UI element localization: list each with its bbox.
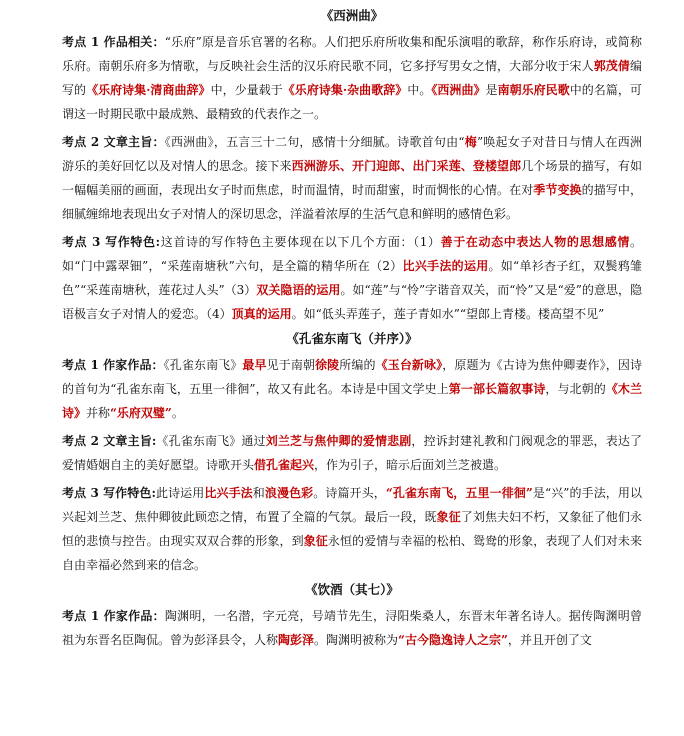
body-text: 是 [485, 83, 498, 97]
highlighted-text: 《木兰诗》 [62, 382, 642, 420]
body-text: ，原题为《古诗为焦仲卿妻作》，因诗的首句为“孔雀东南飞，五里一徘徊”，故又有此名。本诗是中国文学史上 [62, 358, 642, 396]
body-text: ，并且开创了文 [507, 633, 592, 647]
body-text: 永恒的爱情与幸福的松柏、鸳鸯的形象，表现了人们对未来自由幸福必然到来的信念。 [62, 534, 642, 572]
exam-point-label: 考点 3 写作特色: [62, 235, 161, 249]
body-text: 所编的 [339, 358, 376, 372]
body-text: 见于南朝 [266, 358, 316, 372]
exam-point-paragraph [62, 130, 642, 226]
exam-point-paragraph [62, 604, 642, 652]
body-text: 是“兴”的手法，用以兴起刘兰芝、焦仲卿彼此顾恋之情，布置了全篇的气氛。最后一段，既 [62, 486, 642, 524]
highlighted-text: 双关隐语的运用 [256, 283, 341, 297]
highlighted-text: 比兴手法 [204, 486, 253, 500]
highlighted-text: 南朝乐府民歌 [497, 83, 570, 97]
body-text: “乐府”原是音乐官署的名称。人们把乐府所收集和配乐演唱的歌辞，称作乐府诗，或简称乐府。南朝乐府多为情歌，与反映社会生活的汉乐府民歌不同，它多抒写男女之情，大部分收于宋人 [62, 35, 642, 73]
section-title: 《孔雀东南飞（并序）》 [286, 331, 418, 346]
body-text: ”唤起女子对昔日与情人在西洲游乐的美好回忆以及对情人的思念。接下来 [62, 135, 642, 173]
highlighted-text: 季节变换 [533, 183, 582, 197]
highlighted-text: 徐陵 [315, 358, 340, 372]
section-title: 《西洲曲》 [320, 8, 384, 23]
highlighted-text: 比兴手法的运用 [402, 259, 489, 273]
exam-point-paragraph [62, 429, 642, 477]
body-text: 。如“门中露翠钿”，“采莲南塘秋”六句，是全篇的精华所在（2） [62, 235, 642, 273]
highlighted-text: 陶彭泽 [278, 633, 315, 647]
highlighted-text: 象征 [436, 510, 461, 524]
exam-point-label: 考点 2 文章主旨: [62, 434, 157, 448]
body-text: ，控诉封建礼教和门阀观念的罪恶，表达了爱情婚姻自主的美好愿望。诗歌开头 [62, 434, 642, 472]
highlighted-text: 最早 [242, 358, 267, 372]
exam-point-label: 考点 1 作家作品： [62, 358, 164, 372]
highlighted-text: 梅 [464, 135, 477, 149]
highlighted-text: 郭茂倩 [593, 59, 630, 73]
body-text: 中的名篇，可谓这一时期民歌中最成熟、最精致的代表作之一。 [62, 83, 642, 121]
highlighted-text: 浪漫色彩 [264, 486, 314, 500]
highlighted-text: 善于在动态中表达人物的思想感情 [440, 235, 630, 249]
highlighted-text: 第一部长篇叙事诗 [448, 382, 546, 396]
body-text: 这首诗的写作特色主要体现在以下几个方面：（1） [160, 235, 441, 249]
exam-point-label: 考点 2 文章主旨： [62, 135, 165, 149]
body-text: 。如“单衫杏子红，双鬓鸦雏色”“采莲南塘秋，莲花过人头”（3） [62, 259, 642, 297]
body-text: 编写的 [62, 59, 642, 97]
body-text: 中。 [407, 83, 432, 97]
highlighted-text: “孔雀东南飞，五里一徘徊” [385, 486, 533, 500]
exam-point-label: 考点 1 作家作品： [62, 609, 165, 623]
highlighted-text: 《乐府诗集·清商曲辞》 [86, 83, 211, 97]
highlighted-text: 象征 [303, 534, 328, 548]
highlighted-text: 顶真的运用 [231, 307, 292, 321]
exam-point-label: 考点 3 写作特色: [62, 486, 156, 500]
body-text: 《孔雀东南飞》 [163, 358, 243, 372]
body-text: 中，少量载于 [210, 83, 283, 97]
exam-point-label: 考点 1 作品相关： [62, 35, 165, 49]
body-text: 的描写中，细腻缠绵地表现出女子对情人的深切思念，洋溢着浓厚的生活气息和鲜明的感情色彩。 [62, 183, 642, 221]
body-text: 几个场景的描写，有如一幅幅美丽的画面，表现出女子时而焦虑，时而温情，时而甜蜜，时而惆怅的心情。在对 [62, 159, 642, 197]
body-text: 此诗运用 [155, 486, 205, 500]
body-text: ，作为引子，暗示后面刘兰芝被遣。 [314, 458, 507, 472]
highlighted-text: 西洲游乐、开门迎郎、出门采莲、登楼望郎 [291, 159, 522, 173]
section-title: 《饮酒（其七）》 [305, 582, 399, 597]
exam-point-paragraph [62, 353, 642, 425]
body-text: 。诗篇开头， [313, 486, 386, 500]
highlighted-text: 刘兰芝与焦仲卿的爱情悲剧 [265, 434, 412, 448]
body-text: 。如“低头弄莲子，莲子青如水”“望郎上青楼。楼高望不见” [291, 307, 605, 321]
body-text: 和 [252, 486, 265, 500]
highlighted-text: “古今隐逸诗人之宗” [398, 633, 508, 647]
exam-point-paragraph [62, 30, 642, 126]
highlighted-text: “乐府双璧” [110, 406, 172, 420]
body-text: 《孔雀东南飞》通过 [156, 434, 266, 448]
highlighted-text: 《乐府诗集·杂曲歌辞》 [282, 83, 408, 97]
body-text: 并称 [86, 406, 111, 420]
exam-point-paragraph [62, 230, 642, 326]
highlighted-text: 《玉台新咏》 [375, 358, 443, 372]
body-text: 了刘焦夫妇不朽，又象征了他们永恒的悲愤与控告。由现实双双合葬的形象，到 [62, 510, 642, 548]
body-text: ，与北朝的 [545, 382, 606, 396]
body-text: 。如“莲”与“怜”字谐音双关，而“怜”又是“爱”的意思，隐语极言女子对情人的爱恋。（4） [62, 283, 642, 321]
exam-point-paragraph [62, 481, 642, 577]
body-text: 。 [171, 406, 184, 420]
highlighted-text: 《西洲曲》 [431, 83, 486, 97]
body-text: 《西洲曲》，五言三十二句，感情十分细腻。诗歌首句由“ [164, 135, 465, 149]
body-text: 。陶渊明被称为 [314, 633, 399, 647]
highlighted-text: 借孔雀起兴 [254, 458, 315, 472]
body-text: 陶渊明，一名潜，字元亮，号靖节先生，浔阳柴桑人，东晋末年著名诗人。据传陶渊明曾祖为东晋名臣陶侃。曾为彭泽县令，人称 [62, 609, 642, 647]
